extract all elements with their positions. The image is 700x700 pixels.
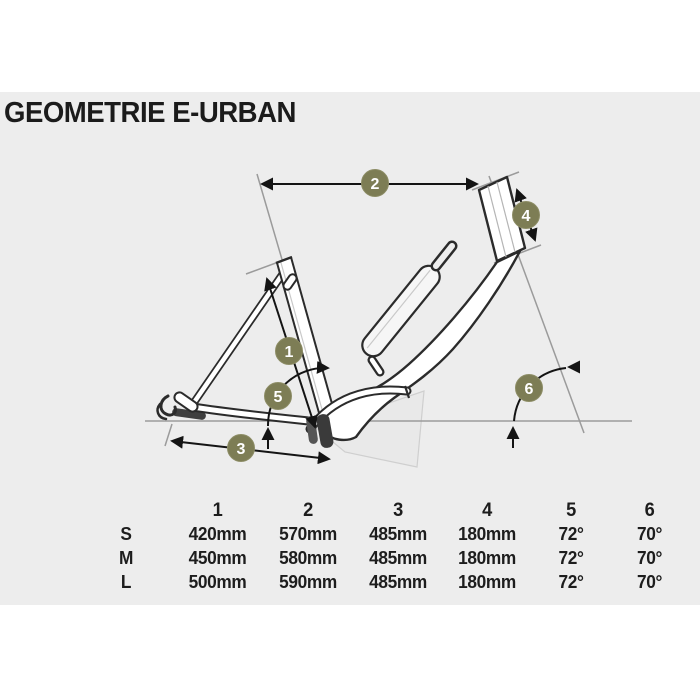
geometry-table <box>80 498 688 594</box>
badge-4-label: 4 <box>521 208 531 225</box>
dropout-hook-icon <box>161 396 176 415</box>
row-s-value-6: 70° <box>637 523 662 544</box>
badge-1 <box>276 338 303 365</box>
row-l-value-2: 590mm <box>279 571 337 592</box>
column-header-2: 2 <box>303 500 313 521</box>
badge-2 <box>362 170 389 197</box>
row-l-size-label: L <box>120 571 132 592</box>
badge-6-label: 6 <box>524 381 534 398</box>
row-l-value-4: 180mm <box>458 571 516 592</box>
row-m-value-4: 180mm <box>458 547 516 568</box>
badge-6 <box>516 375 543 402</box>
bike-frame <box>158 177 525 449</box>
row-m-value-5: 72° <box>558 547 584 568</box>
chainstay-fill <box>193 407 318 422</box>
row-s-value-3: 485mm <box>369 523 427 544</box>
row-s-value-1: 420mm <box>188 523 247 544</box>
page-title: GEOMETRIE E-URBAN <box>4 97 296 129</box>
row-l-value-3: 485mm <box>369 571 427 592</box>
badge-3 <box>228 435 255 462</box>
badge-5 <box>265 383 292 410</box>
row-s-value-4: 180mm <box>458 523 516 544</box>
row-l-value-6: 70° <box>637 571 662 592</box>
row-m-value-3: 485mm <box>369 547 427 568</box>
row-m-value-2: 580mm <box>279 547 337 568</box>
table-corner-cell <box>82 498 170 524</box>
row-m-size-label: M <box>118 547 134 568</box>
badge-5-label: 5 <box>273 389 283 406</box>
dropout-tick <box>165 424 172 446</box>
badge-4 <box>513 202 540 229</box>
column-header-4: 4 <box>482 500 492 521</box>
column-header-6: 6 <box>644 500 655 521</box>
column-header-3: 3 <box>393 500 403 521</box>
badge-3-label: 3 <box>236 441 246 458</box>
column-header-5: 5 <box>566 500 576 521</box>
row-m-value-1: 450mm <box>188 547 247 568</box>
row-s-value-2: 570mm <box>279 523 337 544</box>
row-s-value-5: 72° <box>558 523 584 544</box>
row-l-value-5: 72° <box>558 571 584 592</box>
column-header-1: 1 <box>212 500 223 521</box>
row-s-size-label: S <box>120 523 132 544</box>
badge-2-label: 2 <box>370 176 380 193</box>
badge-1-label: 1 <box>284 344 294 361</box>
row-l-value-1: 500mm <box>188 571 247 592</box>
seatstay-fill <box>195 269 286 401</box>
row-m-value-6: 70° <box>637 547 662 568</box>
